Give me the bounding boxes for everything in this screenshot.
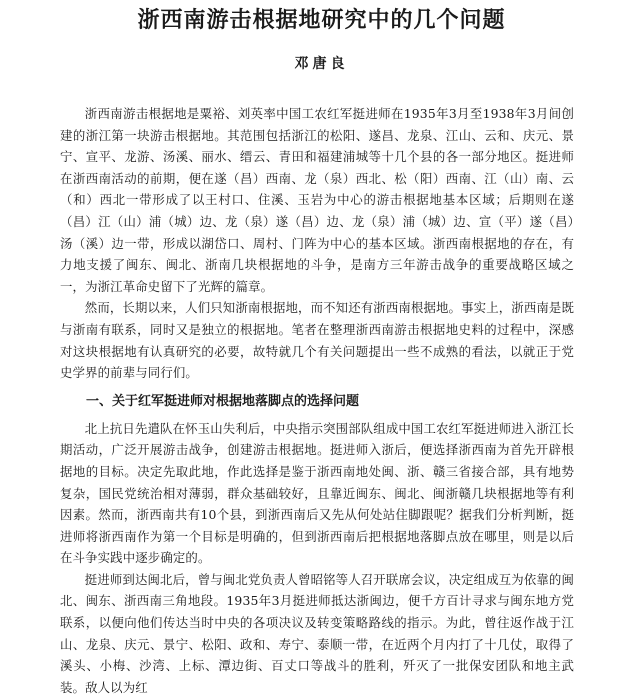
section1-paragraph-1: 北上抗日先遣队在怀玉山失利后，中央指示突围部队组成中国工农红军挺进师进入浙江长期活动，广泛开展游击战争，创建游击根据地。挺进师入浙后，便选择浙西南为首先开辟根据地的目标。决定先取此地，作此选择是鉴于浙西南地处闽、浙、赣三省接合部，具有地势复杂，国民党统治相对薄弱，群众基础较好，且靠近闽东、闽北、闽浙赣几块根据地等有利因素。然而，浙西南共有10个县，到浙西南后又先从何处站住脚跟呢？据我们分析判断，挺进师将浙西南作为第一个目标是明确的，但到浙西南后把根据地落脚点放在哪里，则是以后在斗争实践中逐步确定的。 xyxy=(60,420,574,566)
article-author: 邓唐良 xyxy=(294,56,349,72)
article-title: 浙西南游击根据地研究中的几个问题 xyxy=(137,8,506,33)
section1-paragraph-2: 挺进师到达闽北后，曾与闽北党负责人曾昭铭等人召开联席会议，决定组成互为依靠的闽北、闽东、浙西南三角地段。1935年3月挺进师抵达浙闽边，便千方百计寻求与闽东地方党联系，以便向他们传达当时中央的各项决议及转变策略路线的指示。为此，曾往返作战于江山、龙泉、庆元、景宁、松阳、政和、寿宁、泰顺一带，在近两个月内打了十几仗，取得了溪头、小梅、沙湾、上标、潭边街、百丈口等战斗的胜利，歼灭了一批保安团队和地主武装。敌人以为红 xyxy=(60,571,574,695)
intro-paragraph-2: 然而，长期以来，人们只知浙南根据地，而不知还有浙西南根据地。事实上，浙西南是既与浙南有联系，同时又是独立的根据地。笔者在整理浙西南游击根据地史料的过程中，深感对这块根据地有认真研究的必要，故特就几个有关问题提出一些不成熟的看法，以就正于党史学界的前辈与同行们。 xyxy=(60,300,574,381)
article-body xyxy=(60,103,574,698)
intro-paragraph-1: 浙西南游击根据地是粟裕、刘英率中国工农红军挺进师在1935年3月至1938年3月间创建的浙江第一块游击根据地。其范围包括浙江的松阳、遂昌、龙泉、江山、云和、庆元、景宁、宣平、龙游、汤溪、丽水、缙云、青田和福建浦城等十几个县的各一部分地区。挺进师在浙西南活动的前期，便在遂（昌）西南、龙（泉）西北、松（阳）西南、江（山）南、云（和）西北一带形成了以王村口、住溪、玉岩为中心的游击根据地基本区域；后期则在遂（昌）江（山）浦（城）边、龙（泉）遂（昌）边、龙（泉）浦（城）边、宣（平）遂（昌）汤（溪）边一带，形成以湖岱口、周村、门阵为中心的基本区域。浙西南根据地的存在，有力地支援了闽东、闽北、浙南几块根据地的斗争，是南方三年游击战争的重要战略区域之一，为浙江革命史留下了光辉的篇章。 xyxy=(60,106,574,294)
section-heading-1: 一、关于红军挺进师对根据地落脚点的选择问题 xyxy=(86,393,360,409)
